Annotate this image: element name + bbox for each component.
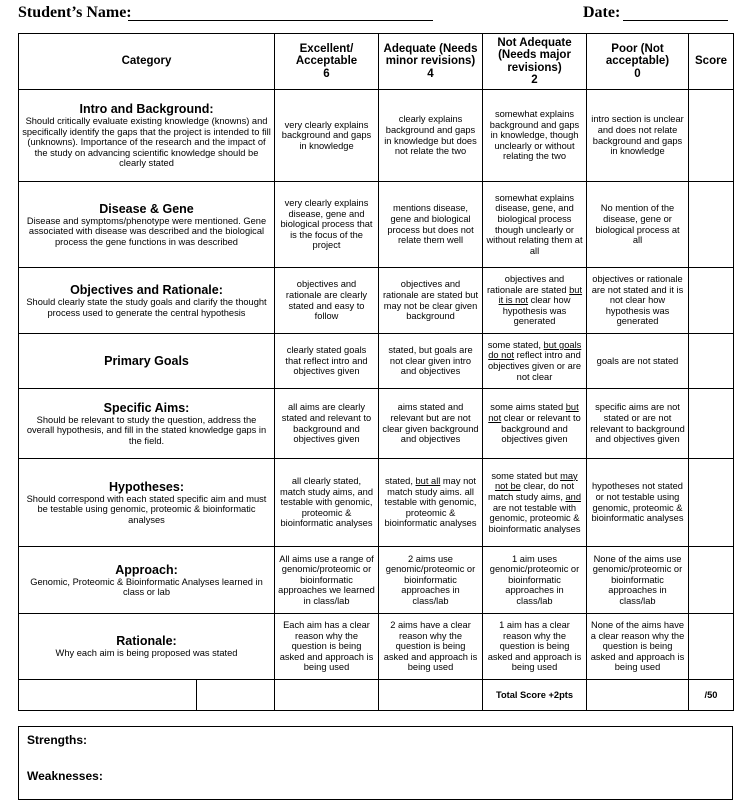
table-row xyxy=(19,614,734,680)
header-adequate: Adequate (Needs minor revisions) 4 xyxy=(379,34,483,90)
excellent-cell: very clearly explains disease, gene and biological process that is the focus of the project xyxy=(275,182,379,268)
poor-cell: intro section is unclear and does not relate background and gaps in knowledge xyxy=(587,90,689,182)
adequate-cell: aims stated and relevant but are not clear given background and objectives xyxy=(379,389,483,459)
score-cell[interactable] xyxy=(689,182,734,268)
table-row xyxy=(19,182,734,268)
date-line[interactable] xyxy=(623,20,728,21)
excellent-cell: very clearly explains background and gaps in knowledge xyxy=(275,90,379,182)
category-cell: Objectives and Rationale: Should clearly state the study goals and clarify the thought process used to generate the central hypothesis xyxy=(19,268,275,334)
score-cell[interactable] xyxy=(689,90,734,182)
adequate-cell: objectives and rationale are stated but may not be clear given background xyxy=(379,268,483,334)
adequate-cell: mentions disease, gene and biological process but does not relate them well xyxy=(379,182,483,268)
excellent-cell: Each aim has a clear reason why the question is being asked and approach is being used xyxy=(275,614,379,680)
total-score-value[interactable]: /50 xyxy=(689,680,734,711)
adequate-cell: 2 aims use genomic/proteomic or bioinformatic approaches in class/lab xyxy=(379,547,483,614)
excellent-cell: objectives and rationale are clearly stated and easy to follow xyxy=(275,268,379,334)
page-header xyxy=(18,4,733,24)
adequate-cell: stated, but all may not match study aims. all testable with genomic, proteomic & bioinformatic analyses xyxy=(379,459,483,547)
table-row xyxy=(19,389,734,459)
table-row xyxy=(19,459,734,547)
total-empty-cell xyxy=(379,680,483,711)
score-cell[interactable] xyxy=(689,268,734,334)
poor-cell: None of the aims have a clear reason why the question is being asked and approach is being used xyxy=(587,614,689,680)
category-cell: Disease & Gene Disease and symptoms/phenotype were mentioned. Gene associated with disease was described and the biological process the gene functions in was described xyxy=(19,182,275,268)
adequate-cell: 2 aims have a clear reason why the question is being asked and approach is being used xyxy=(379,614,483,680)
category-cell: Primary Goals xyxy=(19,334,275,389)
poor-cell: specific aims are not stated or are not relevant to background and objectives given xyxy=(587,389,689,459)
not-adequate-cell: some stated, but goals do not reflect intro and objectives given or are not clear xyxy=(483,334,587,389)
excellent-cell: All aims use a range of genomic/proteomic or bioinformatic approaches we learned in class/lab xyxy=(275,547,379,614)
weaknesses-label: Weaknesses: xyxy=(27,769,103,783)
total-empty-cell xyxy=(19,680,275,711)
not-adequate-cell: somewhat explains background and gaps in knowledge, though unclearly or without relating the two xyxy=(483,90,587,182)
total-score-label: Total Score +2pts xyxy=(483,680,587,711)
score-cell[interactable] xyxy=(689,334,734,389)
header-score: Score xyxy=(689,34,734,90)
adequate-cell: clearly explains background and gaps in knowledge but does not relate the two xyxy=(379,90,483,182)
not-adequate-cell: objectives and rationale are stated but it is not clear how hypothesis was generated xyxy=(483,268,587,334)
header-not-adequate: Not Adequate (Needs major revisions) 2 xyxy=(483,34,587,90)
header-excellent: Excellent/ Acceptable 6 xyxy=(275,34,379,90)
header-poor: Poor (Not acceptable) 0 xyxy=(587,34,689,90)
not-adequate-cell: some aims stated but not clear or relevant to background and objectives given xyxy=(483,389,587,459)
not-adequate-cell: 1 aim has a clear reason why the question is being asked and approach is being used xyxy=(483,614,587,680)
not-adequate-cell: some stated but may not be clear, do not match study aims, and are not testable with genomic, proteomic & bioinformatic analyses xyxy=(483,459,587,547)
score-cell[interactable] xyxy=(689,389,734,459)
total-empty-cell xyxy=(587,680,689,711)
score-cell[interactable] xyxy=(689,547,734,614)
excellent-cell: clearly stated goals that reflect intro and objectives given xyxy=(275,334,379,389)
excellent-cell: all clearly stated, match study aims, and testable with genomic, proteomic & bioinformatic analyses xyxy=(275,459,379,547)
table-row xyxy=(19,334,734,389)
poor-cell: hypotheses not stated or not testable using genomic, proteomic & bioinformatic analyses xyxy=(587,459,689,547)
score-cell[interactable] xyxy=(689,459,734,547)
poor-cell: objectives or rationale are not stated and it is not clear how hypothesis was generated xyxy=(587,268,689,334)
table-row xyxy=(19,547,734,614)
student-name-label: Student’s Name: xyxy=(18,4,132,21)
total-row xyxy=(19,680,734,711)
table-row xyxy=(19,268,734,334)
poor-cell: No mention of the disease, gene or biological process at all xyxy=(587,182,689,268)
category-cell: Rationale: Why each aim is being proposed was stated xyxy=(19,614,275,680)
feedback-box[interactable] xyxy=(18,726,733,800)
student-name-line[interactable] xyxy=(128,20,433,21)
poor-cell: None of the aims use genomic/proteomic or bioinformatic approaches in class/lab xyxy=(587,547,689,614)
poor-cell: goals are not stated xyxy=(587,334,689,389)
category-cell: Hypotheses: Should correspond with each stated specific aim and must be testable using genomic, proteomic & bioinformatic analyses xyxy=(19,459,275,547)
date-label: Date: xyxy=(583,4,621,21)
header-row xyxy=(19,34,734,90)
category-cell: Intro and Background: Should critically evaluate existing knowledge (knowns) and specifically identify the gaps that the project is intended to fill (unknowns). Importance of the research and the impact of the study on advancing scientific knowledge should be clearly stated xyxy=(19,90,275,182)
total-empty-cell xyxy=(275,680,379,711)
table-row xyxy=(19,90,734,182)
strengths-label: Strengths: xyxy=(27,733,87,747)
not-adequate-cell: somewhat explains disease, gene, and biological process though unclearly or without relating them at all xyxy=(483,182,587,268)
adequate-cell: stated, but goals are not clear given intro and objectives xyxy=(379,334,483,389)
rubric-table xyxy=(18,33,734,711)
not-adequate-cell: 1 aim uses genomic/proteomic or bioinformatic approaches in class/lab xyxy=(483,547,587,614)
excellent-cell: all aims are clearly stated and relevant to background and objectives given xyxy=(275,389,379,459)
header-category: Category xyxy=(19,34,275,90)
score-cell[interactable] xyxy=(689,614,734,680)
category-cell: Specific Aims: Should be relevant to study the question, address the overall hypothesis, and fill in the stated knowledge gaps in the field. xyxy=(19,389,275,459)
category-cell: Approach: Genomic, Proteomic & Bioinformatic Analyses learned in class or lab xyxy=(19,547,275,614)
